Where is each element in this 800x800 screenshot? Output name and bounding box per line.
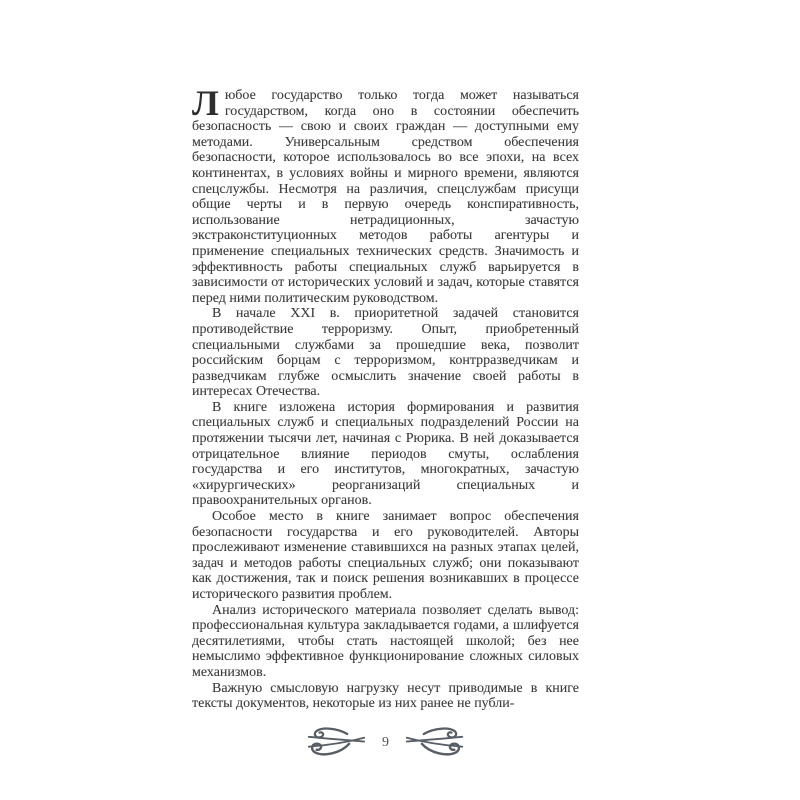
page-text-block — [192, 83, 579, 712]
paragraph-5: Анализ исторического материала позволяет сделать вывод: профессиональная культура закладывается годами, а шлифуется десятилетиями, чтобы стать настоящей школой; без нее немыслимо эффективное функционирование сложных силовых механизмов. — [192, 602, 579, 680]
paragraph-1 — [192, 83, 579, 306]
page-number: 9 — [382, 735, 389, 750]
drop-cap: Л — [192, 83, 219, 123]
flourish-right-icon — [404, 725, 466, 758]
page-footer — [192, 720, 579, 762]
paragraph-1-text: юбое государство только тогда может называться государством, когда оно в состоянии обеспечить безопасность — свою и своих граждан — доступными ему методами. Универсальным средством обеспечения безопасности, которое использовалось во все эпохи, на всех континентах, в условиях войны и мирного времени, являются спецслужбы. Несмотря на различия, спецслужбам присущи общие черты и в первую очередь конспиративность, использование нетрадиционных, зачастую экстраконституционных методов работы агентуры и применение специальных технических средств. Значимость и эффективность работы специальных служб варьируется в зависимости от исторических условий и задач, которые ставятся перед ними политическим руководством. — [192, 88, 579, 306]
paragraph-2: В начале XXI в. приоритетной задачей становится противодействие терроризму. Опыт, приобретенный специальными службами за прошедшие века, позволит российским борцам с терроризмом, контрразведчикам и разведчикам глубже осмыслить значение своей работы в интересах Отечества. — [192, 306, 579, 400]
paragraph-3: В книге изложена история формирования и развития специальных служб и специальных подразделений России на протяжении тысячи лет, начиная с Рюрика. В ней доказывается отрицательное влияние периодов смуты, ослабления государства и его институтов, многократных, зачастую «хирургических» реорганизаций специальных и правоохранительных органов. — [192, 399, 579, 509]
flourish-left-icon — [305, 725, 367, 758]
paragraph-6: Важную смысловую нагрузку несут приводимые в книге тексты документов, некоторые из них ранее не публи- — [192, 680, 579, 712]
paragraph-4: Особое место в книге занимает вопрос обеспечения безопасности государства и его руководителей. Авторы прослеживают изменение ставившихся на разных этапах целей, задач и методов работы специальных служб; они показывают как достижения, так и поиск решения возникавших в процессе исторического развития проблем. — [192, 509, 579, 602]
